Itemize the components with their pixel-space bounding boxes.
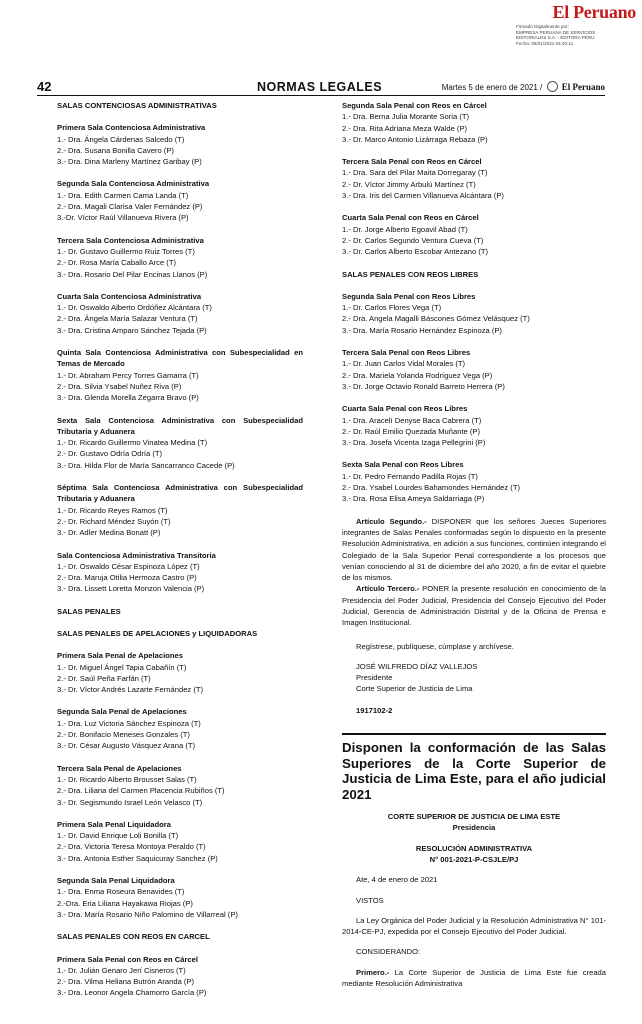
chamber-block <box>57 291 303 336</box>
judge-entry: 3.- Dra. Lissett Loretta Monzon Valencia (P) <box>57 584 205 594</box>
judge-entry: 2.- Dr. Richard Méndez Suyón (T) <box>57 516 171 526</box>
signer-court: Corte Superior de Justicia de Lima <box>356 684 473 694</box>
judge-entry: 2.- Dra. Vilma Heliana Butrón Aranda (P) <box>57 977 195 987</box>
judge-entry: 2.- Dra. Magali Clarisa Valer Fernández (P) <box>57 202 203 212</box>
judge-entry: 3.-Dr. Víctor Raúl Villanueva Rivera (P) <box>57 213 189 223</box>
chamber-title: Quinta Sala Contenciosa Administrativa con Subespecialidad en Temas de Mercado <box>57 348 303 369</box>
right-column <box>342 100 606 989</box>
chamber-title: Segunda Sala Penal Liquidadora <box>57 876 175 886</box>
judge-entry: 2.- Dr. Saúl Peña Farfán (T) <box>57 673 151 683</box>
chamber-title: Segunda Sala Penal de Apelaciones <box>57 707 187 717</box>
chamber-title: Segunda Sala Penal con Reos Libres <box>342 291 476 301</box>
article-second: Artículo Segundo.- DISPONER que los señores Jueces Superiores integrantes de Salas Penales conformadas según lo dispuesto en la presente Resolución Administrativa, en adición a sus funciones, continúen integrando el Colegiado de la Sala Superior Penal correspondiente a los procesos que venían conociendo al 31 de diciembre del año 2020, a fin de evitar el quiebre de los mismos. <box>342 516 606 583</box>
judge-entry: 3.- Dra. Hilda Flor de María Sancarranco Cacede (P) <box>57 460 235 470</box>
judge-entry: 2.- Dr. Gustavo Odría Odría (T) <box>57 449 163 459</box>
masthead <box>496 2 636 46</box>
judge-entry: 3.- Dra. Rosa Elisa Ameya Saldarriaga (P) <box>342 494 485 504</box>
chamber-title: Cuarta Sala Penal con Reos en Cárcel <box>342 213 479 223</box>
judge-entry: 3.- Dra. Antonia Esther Saquicuray Sanchez (P) <box>57 853 218 863</box>
judge-entry: 2.- Dra. Ángela María Salazar Ventura (T) <box>57 314 198 324</box>
judge-entry: 2.- Dr. Raúl Emilio Quezada Muñante (P) <box>342 426 481 436</box>
judge-entry: 3.- Dra. María Rosario Niño Palomino de Villarreal (P) <box>57 909 238 919</box>
chamber-title: Primera Sala Penal de Apelaciones <box>57 651 183 661</box>
chamber-block <box>342 459 606 504</box>
judge-entry: 3.- Dr. Jorge Octavio Ronald Barreto Herrera (P) <box>342 381 505 391</box>
brand-name: El Peruano <box>561 82 605 92</box>
chamber-title: Primera Sala Contenciosa Administrativa <box>57 123 206 133</box>
place-date: Ate, 4 de enero de 2021 <box>356 875 438 885</box>
chamber-block <box>342 156 606 201</box>
chamber-block <box>57 875 303 920</box>
chamber-title: Sexta Sala Penal con Reos Libres <box>342 460 464 470</box>
judge-entry: 3.- Dra. Rosario Del Pilar Encinas Llanos (P) <box>57 269 208 279</box>
judge-entry: 2.- Dr. Víctor Jimmy Arbulú Martínez (T) <box>342 179 476 189</box>
judge-entry: 3.- Dra. Iris del Carmen Villanueva Alcántara (P) <box>342 191 504 201</box>
chamber-block <box>342 403 606 448</box>
closing-formula: Regístrese, publíquese, cúmplase y archívese. <box>356 641 514 651</box>
primero-paragraph: Primero.- La Corte Superior de Justicia de Lima Este fue creada mediante Resolución Administrativa <box>342 967 606 989</box>
article-headline: Disponen la conformación de las Salas Superiores de la Corte Superior de Justicia de Lima Este, para el año judicial 2021 <box>342 733 606 802</box>
document-code: 1917102-2 <box>356 705 393 715</box>
judge-entry: 2.- Dra. Maruja Otilia Hermoza Castro (P) <box>57 573 197 583</box>
chamber-title: Cuarta Sala Contenciosa Administrativa <box>57 291 202 301</box>
signer-role: Presidente <box>356 673 393 683</box>
judge-entry: 1.- Dr. Carlos Flores Vega (T) <box>342 303 442 313</box>
coat-of-arms-icon <box>547 81 558 92</box>
judge-entry: 3.- Dr. Víctor Andrés Lazarte Fernández (T) <box>57 685 204 695</box>
judge-entry: 1.- Dra. Berna Julia Morante Soria (T) <box>342 112 470 122</box>
judge-entry: 2.- Dra. Victoria Teresa Montoya Peraldo (T) <box>57 842 206 852</box>
chamber-title: Segunda Sala Contenciosa Administrativa <box>57 179 210 189</box>
judge-entry: 3.- Dra. Dina Marleny Martínez Garibay (P) <box>57 157 202 167</box>
judge-entry: 2.- Dra. Ysabel Lourdes Bahamondes Hernández (T) <box>342 483 520 493</box>
judge-entry: 1.- Dr. Ricardo Reyes Ramos (T) <box>57 505 168 515</box>
judge-entry: 1.- Dr. Ricardo Alberto Brousset Salas (T) <box>57 774 197 784</box>
chamber-block <box>57 763 303 808</box>
court-subtitle: Presidencia <box>452 823 496 833</box>
section-heading: SALAS PENALES DE APELACIONES y LIQUIDADORAS <box>57 628 258 638</box>
judge-entry: 3.- Dr. César Augusto Vásquez Arana (T) <box>57 741 196 751</box>
chamber-block <box>57 550 303 595</box>
judge-entry: 1.- Dr. Abraham Percy Torres Gamarra (T) <box>57 370 199 380</box>
judge-entry: 1.- Dr. Pedro Fernando Padilla Rojas (T) <box>342 471 478 481</box>
section-heading: SALAS CONTENCIOSAS ADMINISTRATIVAS <box>57 101 217 110</box>
judge-entry: 3.- Dra. Josefa Vicenta Izaga Pellegrini (P) <box>342 438 486 448</box>
judge-entry: 1.- Dr. David Enrique Loli Bonilla (T) <box>57 831 179 841</box>
section-title: NORMAS LEGALES <box>257 80 383 94</box>
chamber-title: Séptima Sala Contenciosa Administrativa con Subespecialidad Tributaria y Aduanera <box>57 483 303 504</box>
judge-entry: 3.- Dr. Adler Medina Bonatt (P) <box>57 528 161 538</box>
page-header <box>37 79 605 96</box>
judge-entry: 1.- Dra. Luz Victoria Sánchez Espinoza (T) <box>57 718 201 728</box>
judge-entry: 3.- Dr. Carlos Alberto Escobar Antezano (T) <box>342 247 489 257</box>
judge-entry: 1.- Dr. Oswaldo Alberto Ordóñez Alcántara (T) <box>57 303 212 313</box>
judge-entry: 3.- Dra. Leonor Angela Chamorro García (P) <box>57 988 207 998</box>
judge-entry: 1.- Dra. Enma Roseura Benavides (T) <box>57 887 185 897</box>
chamber-block <box>342 347 606 392</box>
judge-entry: 1.- Dr. Ricardo Guillermo Vinatea Medina (T) <box>57 438 208 448</box>
judge-entry: 1.- Dr. Miguel Ángel Tapia Cabañín (T) <box>57 662 187 672</box>
judge-entry: 2.- Dra. Rita Adriana Meza Walde (P) <box>342 123 468 133</box>
vistos-heading: VISTOS <box>356 895 384 905</box>
chamber-title: Tercera Sala Penal de Apelaciones <box>57 763 182 773</box>
issue-date: Martes 5 de enero de 2021 / El Peruano <box>441 82 605 92</box>
vistos-text: La Ley Orgánica del Poder Judicial y la Resolución Administrativa N° 101-2014-CE-PJ, expedida por el Consejo Ejecutivo del Poder Judicial. <box>342 915 606 937</box>
judge-entry: 1.- Dr. Julián Genaro Jerí Cisneros (T) <box>57 965 186 975</box>
article-third: Artículo Tercero.- PONER la presente resolución en conocimiento de la Presidencia del Poder Judicial, Presidencia del Consejo Ejecutivo del Poder Judicial, Gerencia de Administración Distrital y de la Oficina de Prensa e Imagen Institucional. <box>342 584 606 628</box>
resolution-number: N° 001-2021-P-CSJLE/PJ <box>429 854 519 864</box>
judge-entry: 1.- Dr. Oswaldo César Espinoza López (T) <box>57 561 200 571</box>
considerando-heading: CONSIDERANDO: <box>356 947 421 957</box>
chamber-title: Sexta Sala Contenciosa Administrativa con Subespecialidad Tributaria y Aduanera <box>57 415 303 436</box>
judge-entry: 3.- Dr. Segismundo Israel León Velasco (T) <box>57 797 203 807</box>
judge-entry: 3.- Dra. Glenda Morella Zegarra Bravo (P) <box>57 393 199 403</box>
judge-entry: 1.- Dr. Gustavo Guillermo Ruiz Torres (T) <box>57 246 195 256</box>
chamber-title: Primera Sala Penal Liquidadora <box>57 819 171 829</box>
chamber-block <box>57 415 303 471</box>
digital-signature: Firmado Digitalmente por: EMPRESA PERUANA DE SERVICIOS EDITORIALES S.A. - EDITORA PERU Fecha: 05/01/2021 04:40:11 <box>516 24 596 46</box>
chamber-title: Sala Contenciosa Administrativa Transitoria <box>57 550 216 560</box>
judge-entry: 1.- Dra. Sara del Pilar Maita Dorregaray (T) <box>342 168 488 178</box>
chamber-block <box>57 235 303 280</box>
chamber-block <box>342 291 606 336</box>
chamber-title: Primera Sala Penal con Reos en Cárcel <box>57 954 198 964</box>
chamber-title: Segunda Sala Penal con Reos en Cárcel <box>342 101 487 110</box>
judge-entry: 2.- Dra. Mariela Yolanda Rodríguez Vega (P) <box>342 370 493 380</box>
judge-entry: 2.- Dra. Liliana del Carmen Placencia Rubiños (T) <box>57 786 225 796</box>
judge-entry: 3.- Dr. Marco Antonio Lizárraga Rebaza (P) <box>342 134 488 144</box>
right-lists <box>342 100 606 505</box>
judge-entry: 1.- Dr. Jorge Alberto Egoavil Abad (T) <box>342 224 468 234</box>
court-name: CORTE SUPERIOR DE JUSTICIA DE LIMA ESTE <box>387 812 561 822</box>
chamber-title: Tercera Sala Penal con Reos en Cárcel <box>342 157 482 167</box>
judge-entry: 2.- Dr. Carlos Segundo Ventura Cueva (T) <box>342 235 484 245</box>
chamber-block <box>342 100 606 145</box>
chamber-title: Cuarta Sala Penal con Reos Libres <box>342 404 468 414</box>
resolution-title: RESOLUCIÓN ADMINISTRATIVA <box>415 843 533 853</box>
section-heading: SALAS PENALES CON REOS LIBRES <box>342 269 479 279</box>
judge-entry: 3.- Dra. María Rosario Hernández Espinoza (P) <box>342 325 502 335</box>
judge-entry: 2.- Dra. Angela Magalli Báscones Gómez Velásquez (T) <box>342 314 530 324</box>
signature-block <box>342 661 606 695</box>
chamber-block <box>57 347 303 403</box>
judge-entry: 2.- Dr. Bonifacio Meneses Gonzales (T) <box>57 730 190 740</box>
left-column <box>57 100 303 1010</box>
judge-entry: 1.- Dra. Edith Carmen Cama Landa (T) <box>57 190 189 200</box>
judge-entry: 1.- Dr. Juan Carlos Vidal Morales (T) <box>342 359 466 369</box>
judge-entry: 2.- Dra. Susana Bonilla Cavero (P) <box>57 145 174 155</box>
chamber-title: Tercera Sala Contenciosa Administrativa <box>57 235 204 245</box>
chamber-block <box>57 482 303 538</box>
judge-entry: 2.- Dr. Rosa María Caballo Arce (T) <box>57 258 177 268</box>
chamber-block <box>57 178 303 223</box>
chamber-block <box>57 706 303 751</box>
judge-entry: 2.-Dra. Eria Liliana Hayakawa Riojas (P) <box>57 898 193 908</box>
judge-entry: 1.- Dra. Ángela Cárdenas Salcedo (T) <box>57 134 185 144</box>
chamber-block <box>57 650 303 695</box>
el-peruano-logo: El Peruano <box>552 2 636 22</box>
page-number: 42 <box>37 79 52 94</box>
chamber-block <box>342 212 606 257</box>
section-heading: SALAS PENALES <box>57 606 121 616</box>
judge-entry: 3.- Dra. Cristina Amparo Sánchez Tejada (P) <box>57 325 207 335</box>
chamber-block <box>57 122 303 167</box>
chamber-block <box>57 954 303 999</box>
chamber-title: Tercera Sala Penal con Reos Libres <box>342 348 471 358</box>
signer-name: JOSÉ WILFREDO DÍAZ VALLEJOS <box>356 661 478 671</box>
judge-entry: 2.- Dra. Silvia Ysabel Nuñez Riva (P) <box>57 381 182 391</box>
chamber-block <box>57 819 303 864</box>
judge-entry: 1.- Dra. Aracelí Denyse Baca Cabrera (T) <box>342 415 482 425</box>
section-heading: SALAS PENALES CON REOS EN CARCEL <box>57 932 210 942</box>
